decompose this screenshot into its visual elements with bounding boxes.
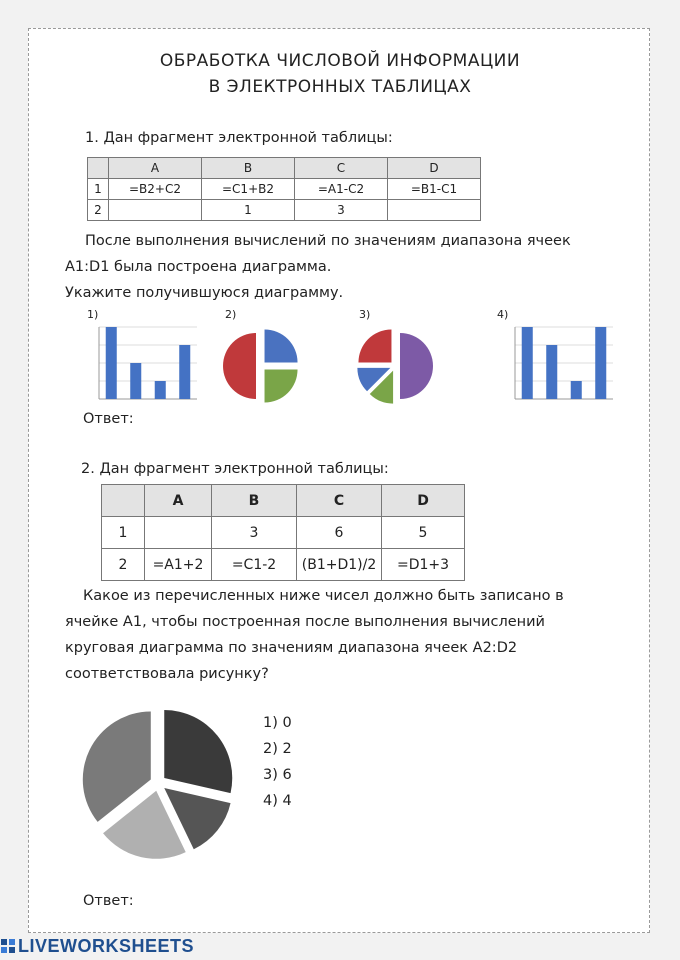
table-row (102, 549, 465, 581)
pie-slice (400, 333, 433, 399)
bar (522, 327, 533, 399)
table-cell: =A1+2 (145, 549, 212, 581)
table-cell: 6 (297, 517, 382, 549)
task2-option-2: 2) 2 (263, 741, 292, 757)
table-cell: =B2+C2 (109, 179, 202, 200)
bar (130, 363, 141, 399)
table-cell (388, 200, 481, 221)
table-cell: =C1-2 (212, 549, 297, 581)
table-cell (145, 517, 212, 549)
task2-option-4: 4) 4 (263, 793, 292, 809)
table-cell: A (109, 158, 202, 179)
task2-option-3: 3) 6 (263, 767, 292, 783)
table-cell: 2 (102, 549, 145, 581)
table-row (88, 179, 481, 200)
table-cell: 5 (382, 517, 465, 549)
task2-question-line1: Какое из перечисленных ниже чисел должно быть записано в (83, 588, 564, 604)
table-row (102, 517, 465, 549)
table-cell (109, 200, 202, 221)
bar (571, 381, 582, 399)
table-cell: 3 (295, 200, 388, 221)
page-title-line1: ОБРАБОТКА ЧИСЛОВОЙ ИНФОРМАЦИИ (159, 51, 521, 71)
pie-slice (265, 370, 298, 403)
table-cell: B (202, 158, 295, 179)
table-cell: =D1+3 (382, 549, 465, 581)
task2-table (101, 484, 465, 581)
pie-slice (265, 329, 298, 362)
worksheet (28, 28, 650, 933)
task1-text-line2: A1:D1 была построена диаграмма. (65, 259, 332, 275)
table-cell: 1 (102, 517, 145, 549)
task2-question-line2: ячейке A1, чтобы построенная после выполнения вычислений (65, 614, 545, 630)
task2-prompt: 2. Дан фрагмент электронной таблицы: (81, 461, 389, 477)
chart-option-label-3: 3) (359, 308, 371, 321)
liveworksheets-footer (0, 936, 200, 960)
table-row (88, 200, 481, 221)
pie-slice (358, 329, 391, 362)
table-cell: 3 (212, 517, 297, 549)
table-cell: 2 (88, 200, 109, 221)
pie-chart-task2 (73, 705, 243, 861)
table-cell: B (212, 485, 297, 517)
task1-prompt: 1. Дан фрагмент электронной таблицы: (85, 130, 393, 146)
table-cell (88, 158, 109, 179)
liveworksheets-logo-icon (0, 938, 16, 954)
table-cell: =C1+B2 (202, 179, 295, 200)
pie-chart-option-3 (355, 325, 435, 407)
task1-table (87, 157, 481, 221)
table-header-row (102, 485, 465, 517)
bar (546, 345, 557, 399)
task1-answer-label: Ответ: (83, 411, 134, 427)
table-cell: (B1+D1)/2 (297, 549, 382, 581)
task2-question-line3: круговая диаграмма по значениям диапазона ячеек A2:D2 (65, 640, 518, 656)
task1-text-line3: Укажите получившуюся диаграмму. (65, 285, 344, 301)
table-cell: C (295, 158, 388, 179)
pie-slice (223, 333, 256, 399)
table-cell: =A1-C2 (295, 179, 388, 200)
table-cell: D (382, 485, 465, 517)
table-cell (102, 485, 145, 517)
bar (106, 327, 117, 399)
task1-text-line1: После выполнения вычислений по значениям диапазона ячеек (85, 233, 571, 249)
page-title-line2: В ЭЛЕКТРОННЫХ ТАБЛИЦАХ (208, 77, 472, 97)
table-cell: D (388, 158, 481, 179)
footer-brand: LIVEWORKSHEETS (18, 936, 195, 956)
pie-chart-option-2 (221, 325, 301, 407)
pie-slice (164, 710, 232, 793)
chart-option-label-1: 1) (87, 308, 99, 321)
table-cell: =B1-C1 (388, 179, 481, 200)
bar (179, 345, 190, 399)
task2-option-1: 1) 0 (263, 715, 292, 731)
task2-answer-label: Ответ: (83, 893, 134, 909)
bar-chart-option-1 (91, 323, 201, 403)
chart-option-label-2: 2) (225, 308, 237, 321)
table-cell: A (145, 485, 212, 517)
task2-question-line4: соответствовала рисунку? (65, 666, 269, 682)
table-cell: C (297, 485, 382, 517)
chart-option-label-4: 4) (497, 308, 509, 321)
bar-chart-option-4 (507, 323, 617, 403)
bar (155, 381, 166, 399)
table-header-row (88, 158, 481, 179)
bar (595, 327, 606, 399)
table-cell: 1 (88, 179, 109, 200)
table-cell: 1 (202, 200, 295, 221)
